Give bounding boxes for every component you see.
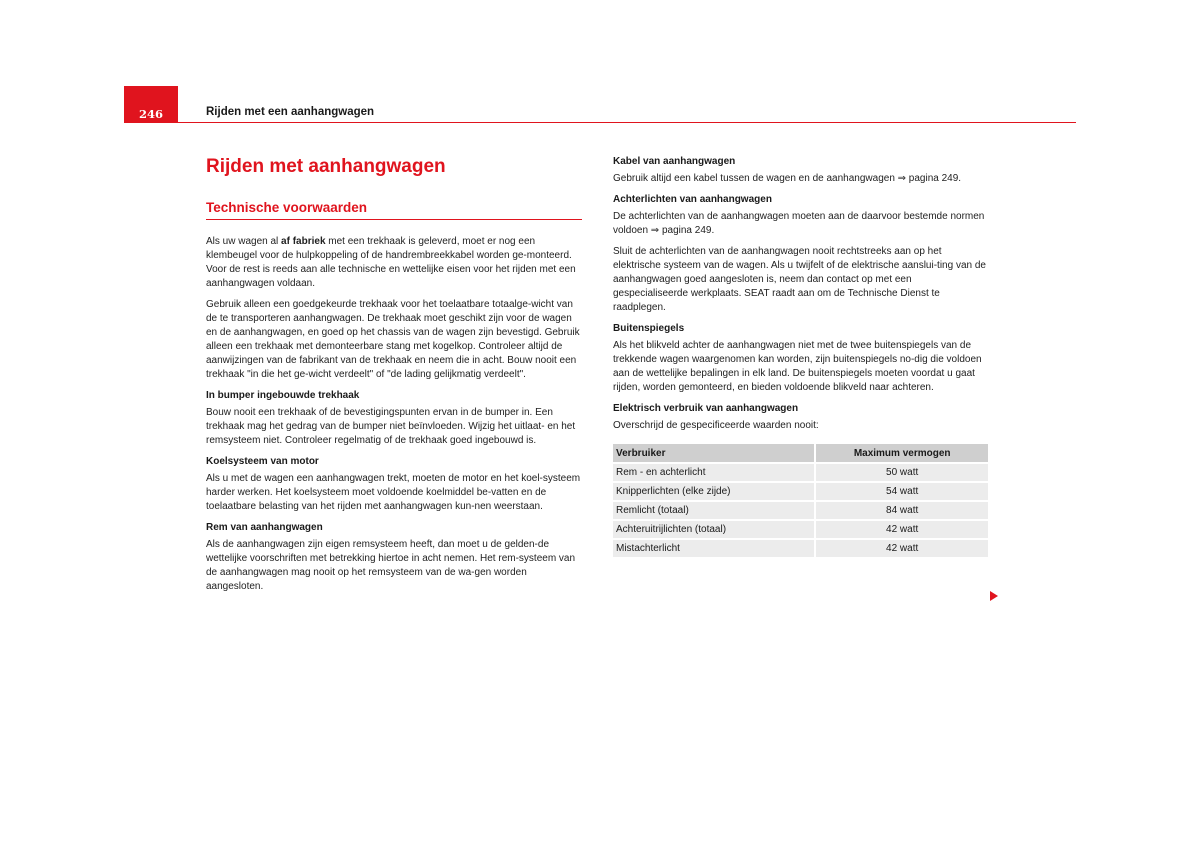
heading-verbruik: Elektrisch verbruik van aanhangwagen <box>613 403 799 414</box>
table-cell-vermogen: 84 watt <box>815 501 988 520</box>
heading-rem: Rem van aanhangwagen <box>206 522 323 533</box>
table-cell-vermogen: 50 watt <box>815 463 988 482</box>
section-title: Technische voorwaarden <box>206 200 368 215</box>
heading-achterlichten: Achterlichten van aanhangwagen <box>613 194 772 205</box>
table-row <box>613 482 988 501</box>
next-page-arrow-icon <box>990 591 998 601</box>
paragraph-rem: Als de aanhangwagen zijn eigen remsysteem heeft, dan moet u de gelden-de wettelijke voorschriften met betrekking hiertoe in acht nemen. Het rem-systeem van de aanhangwagen mag nooit op het remsysteem van de wa-gen worden aangesloten. <box>206 539 576 592</box>
paragraph-verbruik: Overschrijd de gespecificeerde waarden nooit: <box>613 420 819 431</box>
table-row <box>613 463 988 482</box>
table-header-row <box>613 444 988 463</box>
paragraph-buitenspiegels: Als het blikveld achter de aanhangwagen niet met de twee buitenspiegels van de trekkende wagen waargenomen kan worden, zijn buitenspiegels no-dig die voldoen aan de wettelijke bepalingen in elk land. De buitenspiegels moeten voordat u gaat rijden, worden gemonteerd, en bieden voldoende blikveld naar achteren. <box>613 340 982 393</box>
heading-bumper: In bumper ingebouwde trekhaak <box>206 390 360 401</box>
paragraph-intro-end: met een trekhaak is geleverd, moet er nog een klembeugel voor de hulpkoppeling of de handrembreekkabel worden ge-monteerd. Voor de rest is reeds aan alle technische en wettelijke eisen voor het rijden met een aanhangwagen voldaan. <box>206 236 576 289</box>
table-row <box>613 520 988 539</box>
table-cell-verbruiker: Remlicht (totaal) <box>613 501 815 520</box>
table-cell-verbruiker: Rem - en achterlicht <box>613 463 815 482</box>
page-number: 246 <box>138 107 163 121</box>
heading-koelsysteem: Koelsysteem van motor <box>206 456 319 467</box>
header-rule <box>178 122 1076 123</box>
paragraph-achterlichten-1: De achterlichten van de aanhangwagen moeten aan de daarvoor bestemde normen voldoen ⇒ pagina 249. <box>613 211 985 236</box>
chapter-title: Rijden met aanhangwagen <box>206 156 446 177</box>
paragraph-koelsysteem: Als u met de wagen een aanhangwagen trekt, moeten de motor en het koel-systeem harder werken. Het koelsysteem moet voldoende koelmiddel be-vatten en de toelaatbare belasting van het rijden met aanhangwagen kun-nen weerstaan. <box>206 473 581 512</box>
column-header-vermogen: Maximum vermogen <box>815 444 988 463</box>
running-header-title: Rijden met een aanhangwagen <box>206 106 375 118</box>
table-cell-vermogen: 42 watt <box>815 539 988 557</box>
paragraph-bumper: Bouw nooit een trekhaak of de bevestigingspunten ervan in de bumper in. Een trekhaak mag het gedrag van de bumper niet beïnvloeden. Wijzig het uitlaat- en het remsysteem niet. Controleer regelmatig of de trekhaak goed ingebouwd is. <box>206 407 576 446</box>
paragraph-intro-start: Als uw wagen al <box>206 236 282 247</box>
paragraph-intro <box>206 235 582 291</box>
table-cell-verbruiker: Knipperlichten (elke zijde) <box>613 482 815 501</box>
consumption-table <box>613 444 988 557</box>
heading-buitenspiegels: Buitenspiegels <box>613 323 685 334</box>
table-cell-vermogen: 42 watt <box>815 520 988 539</box>
heading-kabel: Kabel van aanhangwagen <box>613 156 736 167</box>
left-column <box>206 152 582 594</box>
right-column <box>613 155 988 557</box>
table-row <box>613 539 988 557</box>
paragraph-kabel: Gebruik altijd een kabel tussen de wagen en de aanhangwagen ⇒ pagina 249. <box>613 173 962 184</box>
table-cell-verbruiker: Achteruitrijlichten (totaal) <box>613 520 815 539</box>
table-cell-vermogen: 54 watt <box>815 482 988 501</box>
section-heading-wrap <box>206 199 582 220</box>
paragraph-achterlichten-2: Sluit de achterlichten van de aanhangwagen nooit rechtstreeks aan op het elektrische systeem van de wagen. Als u twijfelt of de elektrische aanslui-ting van de aanhangwagen goed aangesloten is, neem dan contact op met een gespecialiseerde werkplaats. SEAT raadt aan om de Technische Dienst te raadplegen. <box>613 246 986 313</box>
paragraph-trekhaak: Gebruik alleen een goedgekeurde trekhaak voor het toelaatbare totaalge-wicht van de te transporteren aanhangwagen. De trekhaak moet geschikt zijn voor de wagen en de aanhangwagen, en goed op het chassis van de wagen zijn bevestigd. Gebruik alleen een trekhaak met demonteerbare stang met kogelkop. Controleer altijd de aanwijzingen van de fabrikant van de trekhaak en neem die in acht. Bouw nooit een trekhaak "in die het ge-wicht verdeelt" of "de lading gelijkmatig verdeelt". <box>206 299 580 380</box>
table-cell-verbruiker: Mistachterlicht <box>613 539 815 557</box>
column-header-verbruiker: Verbruiker <box>613 444 815 463</box>
paragraph-intro-bold: af fabriek <box>281 236 326 247</box>
table-row <box>613 501 988 520</box>
